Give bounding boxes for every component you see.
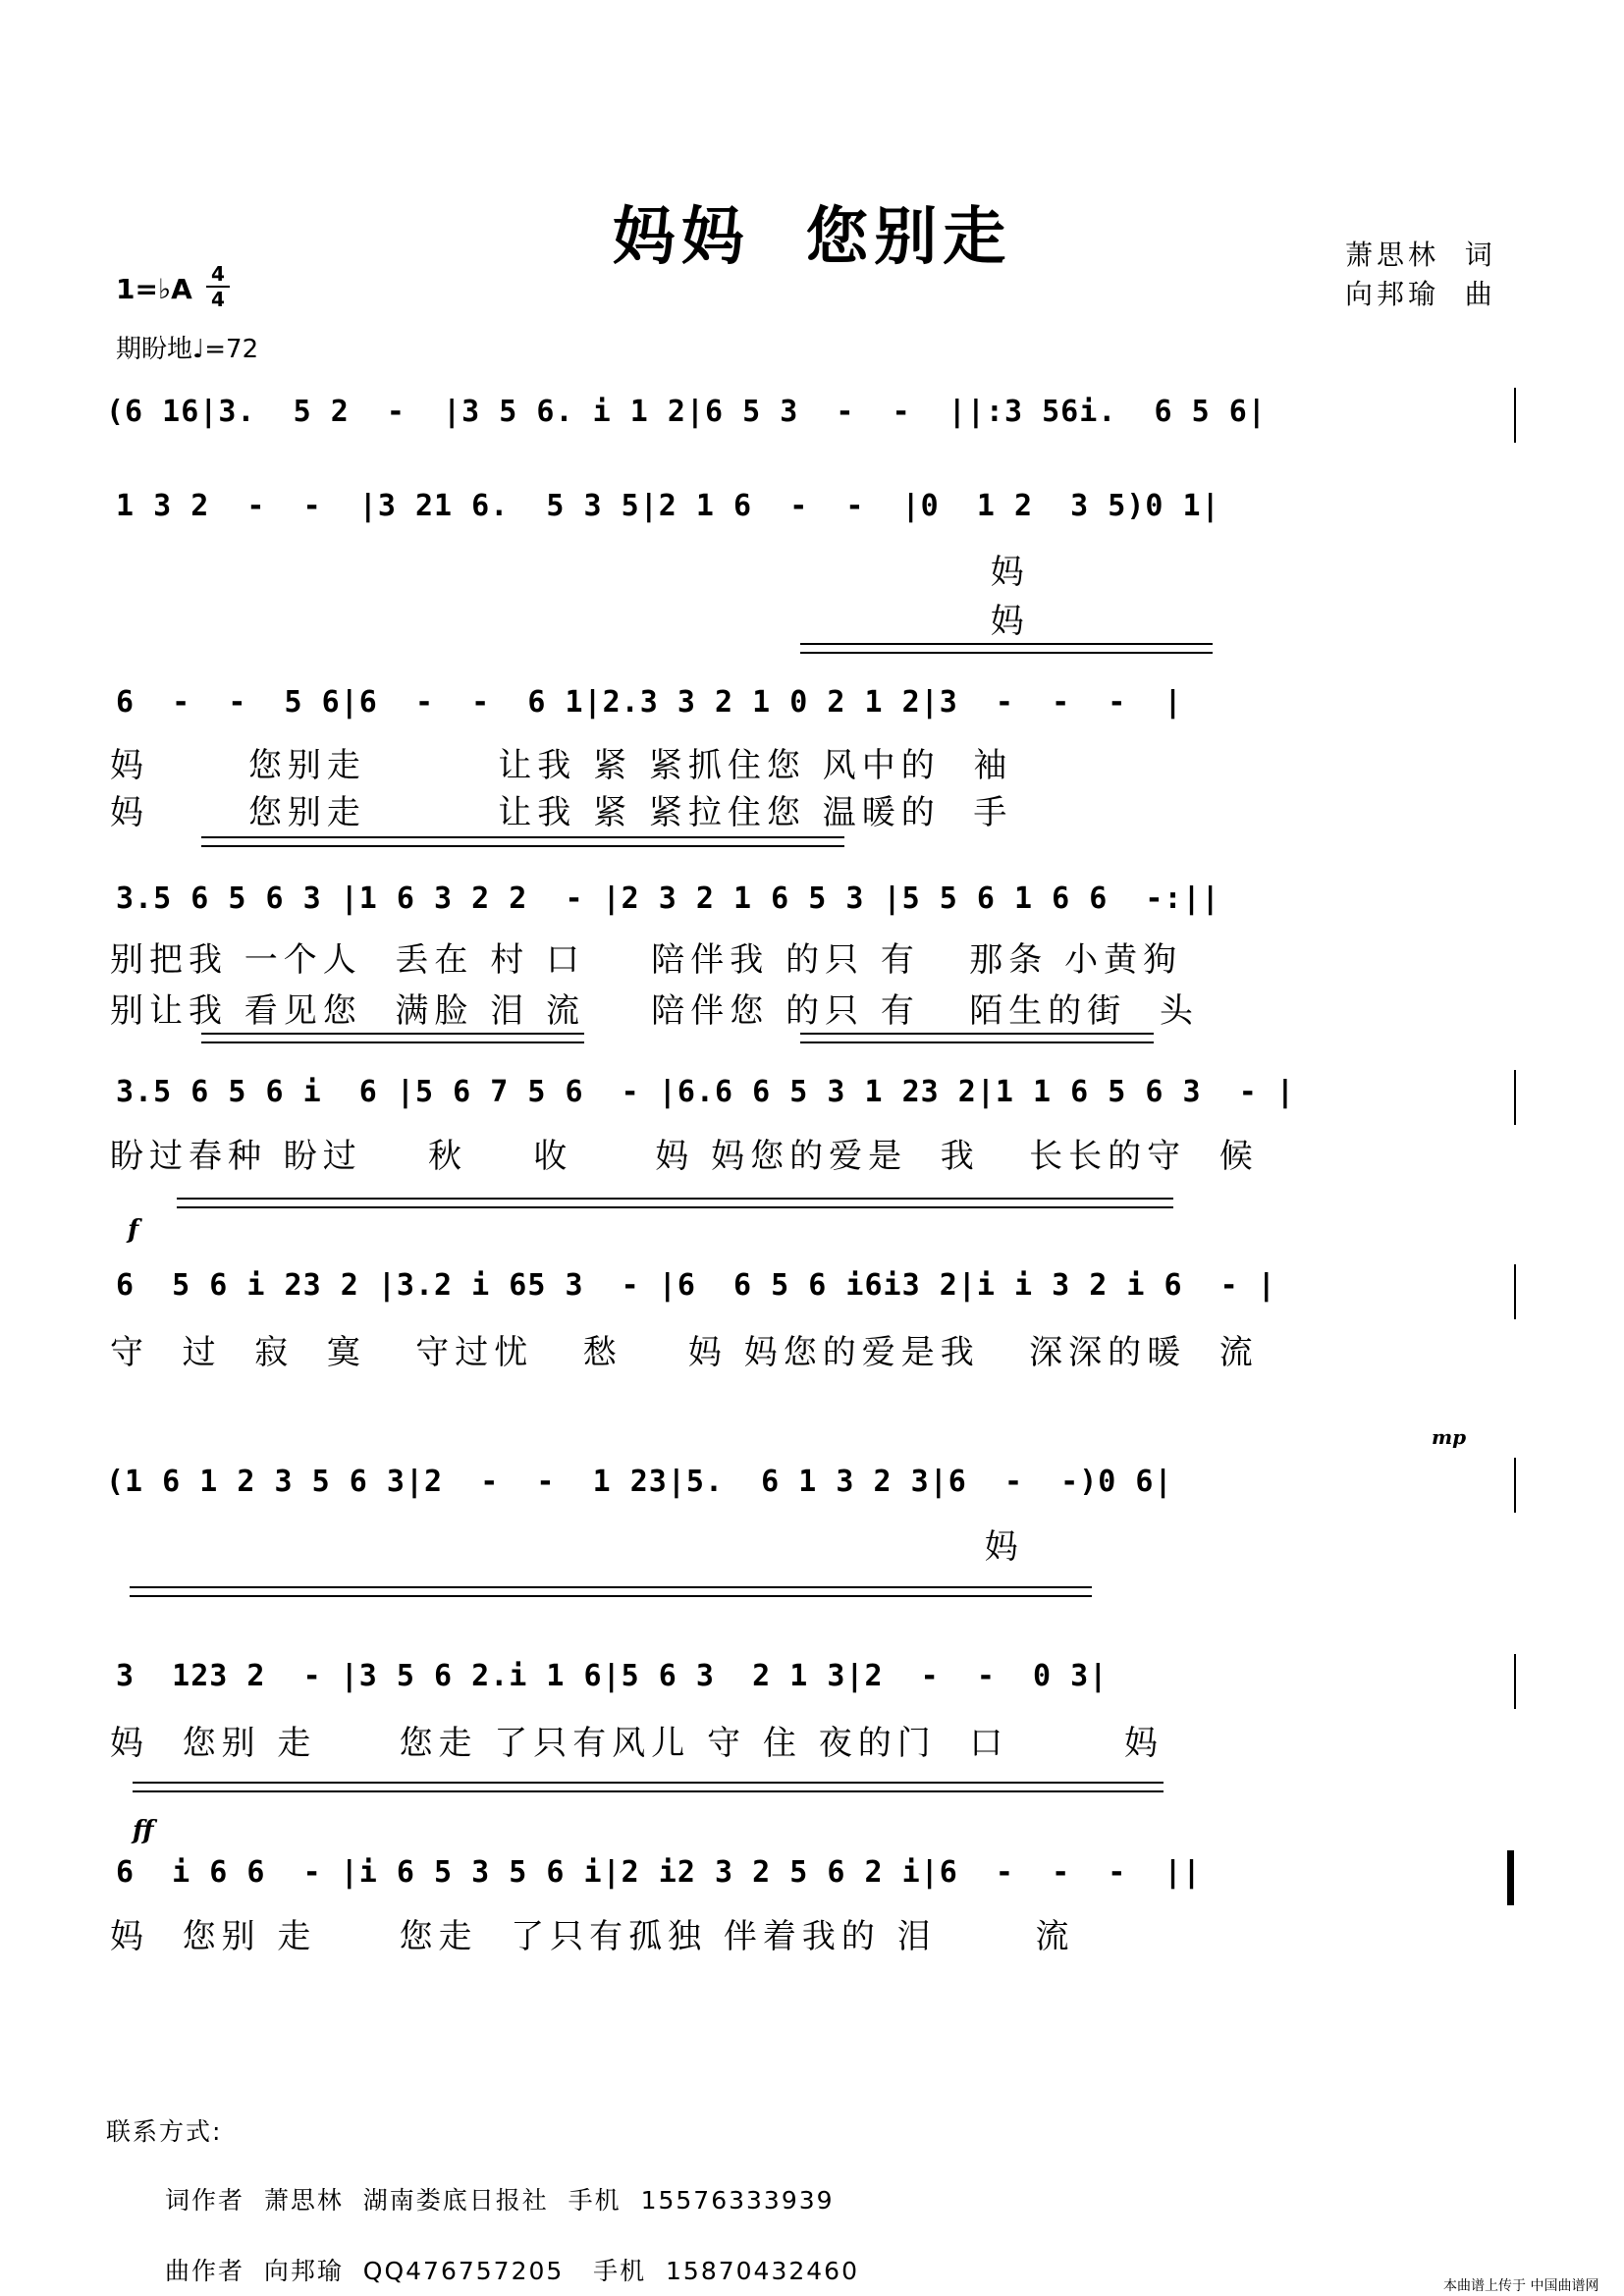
barline <box>1514 1070 1516 1125</box>
song-title: 妈妈 您别走 <box>612 200 1012 274</box>
line-extender <box>800 1041 1154 1043</box>
composer-contact: 曲作者 向邦瑜 QQ476757205 手机 15870432460 <box>165 2257 859 2285</box>
notation-row: 3.5 6 5 6 i 6 |5 6 7 5 6 - |6.6 6 5 3 1 23 2|1 1 6 5 6 3 - | <box>116 1075 1295 1109</box>
lyric-verse-1: 妈 您别走 让我 紧 紧抓住您 风中的 袖 <box>110 746 1013 785</box>
notation-row: 6 - - 5 6|6 - - 6 1|2.3 3 2 1 0 2 1 2|3 - - - | <box>116 685 1183 720</box>
dynamic-mezzo-piano: mp <box>1432 1425 1467 1449</box>
line-extender <box>130 1595 1092 1597</box>
line-extender <box>800 652 1213 654</box>
notation-row: (1 6 1 2 3 5 6 3|2 - - 1 23|5. 6 1 3 2 3|6 - -)0 6| <box>106 1465 1173 1499</box>
lyric-verse-1: 别把我 一个人 丢在 村 口 陪伴我 的只 有 那条 小黄狗 <box>110 940 1183 980</box>
line-extender <box>800 643 1213 645</box>
line-extender <box>201 1041 584 1043</box>
barline <box>1514 388 1516 443</box>
lyric-verse-1: 守 过 寂 寞 守过忧 愁 妈 妈您的爱是我 深深的暖 流 <box>110 1333 1259 1372</box>
site-watermark: 本曲谱上传于 中国曲谱网 <box>1443 2278 1599 2294</box>
line-extender <box>133 1790 1164 1792</box>
barline <box>1514 1458 1516 1513</box>
lyric-verse-1: 妈 您别 走 您走 了只有风儿 守 住 夜的门 口 妈 <box>110 1724 1164 1763</box>
line-extender <box>130 1586 1092 1588</box>
lyricist-contact: 词作者 萧思林 湖南娄底日报社 手机 15576333939 <box>165 2186 835 2215</box>
tempo-marking: 期盼地♩=72 <box>116 335 259 364</box>
line-extender <box>177 1206 1173 1208</box>
lyricist-credit: 萧思林 词 <box>1345 239 1496 271</box>
notation-row: 1 3 2 - - |3 21 6. 5 3 5|2 1 6 - - |0 1 2 3 5)0 1| <box>116 489 1220 523</box>
lyric-verse-1: 妈 <box>116 553 1030 592</box>
line-extender <box>201 1033 584 1035</box>
lyric-verse-2: 别让我 看见您 满脸 泪 流 陪伴您 的只 有 陌生的街 头 <box>110 991 1199 1031</box>
final-barline <box>1507 1850 1514 1905</box>
barline <box>1514 1264 1516 1319</box>
dynamic-forte: f <box>128 1215 139 1245</box>
contact-label: 联系方式: <box>106 2117 223 2146</box>
line-extender <box>201 845 844 847</box>
lyric-verse-1: 妈 <box>110 1527 1024 1567</box>
composer-credit: 向邦瑜 曲 <box>1345 278 1496 310</box>
line-extender <box>800 1033 1154 1035</box>
meter-bottom: 4 <box>211 288 225 311</box>
notation-row: 3 123 2 - |3 5 6 2.i 1 6|5 6 3 2 1 3|2 - - 0 3| <box>116 1659 1109 1693</box>
lyric-verse-1: 妈 您别 走 您走 了只有孤独 伴着我的 泪 流 <box>110 1917 1075 1956</box>
line-extender <box>133 1782 1164 1784</box>
line-extender <box>177 1198 1173 1200</box>
notation-row: (6 16|3. 5 2 - |3 5 6. i 1 2|6 5 3 - - ||:3 56i. 6 5 6| <box>106 395 1267 429</box>
notation-row: 6 i 6 6 - |i 6 5 3 5 6 i|2 i2 3 2 5 6 2 i|6 - - - || <box>116 1855 1202 1890</box>
lyric-verse-2: 妈 <box>116 602 1030 641</box>
notation-row: 6 5 6 i 23 2 |3.2 i 65 3 - |6 6 5 6 i6i3 2|i i 3 2 i 6 - | <box>116 1268 1276 1303</box>
notation-row: 3.5 6 5 6 3 |1 6 3 2 2 - |2 3 2 1 6 5 3 |5 5 6 1 6 6 -:|| <box>116 881 1220 916</box>
line-extender <box>201 836 844 838</box>
dynamic-fortissimo: ff <box>133 1816 154 1845</box>
key-signature: 1=♭A <box>116 273 192 305</box>
meter-top: 4 <box>211 262 225 286</box>
barline <box>1514 1654 1516 1709</box>
lyric-verse-2: 妈 您别走 让我 紧 紧拉住您 温暖的 手 <box>110 793 1013 832</box>
time-signature <box>206 263 230 310</box>
lyric-verse-1: 盼过春种 盼过 秋 收 妈 妈您的爱是 我 长长的守 候 <box>110 1137 1259 1176</box>
